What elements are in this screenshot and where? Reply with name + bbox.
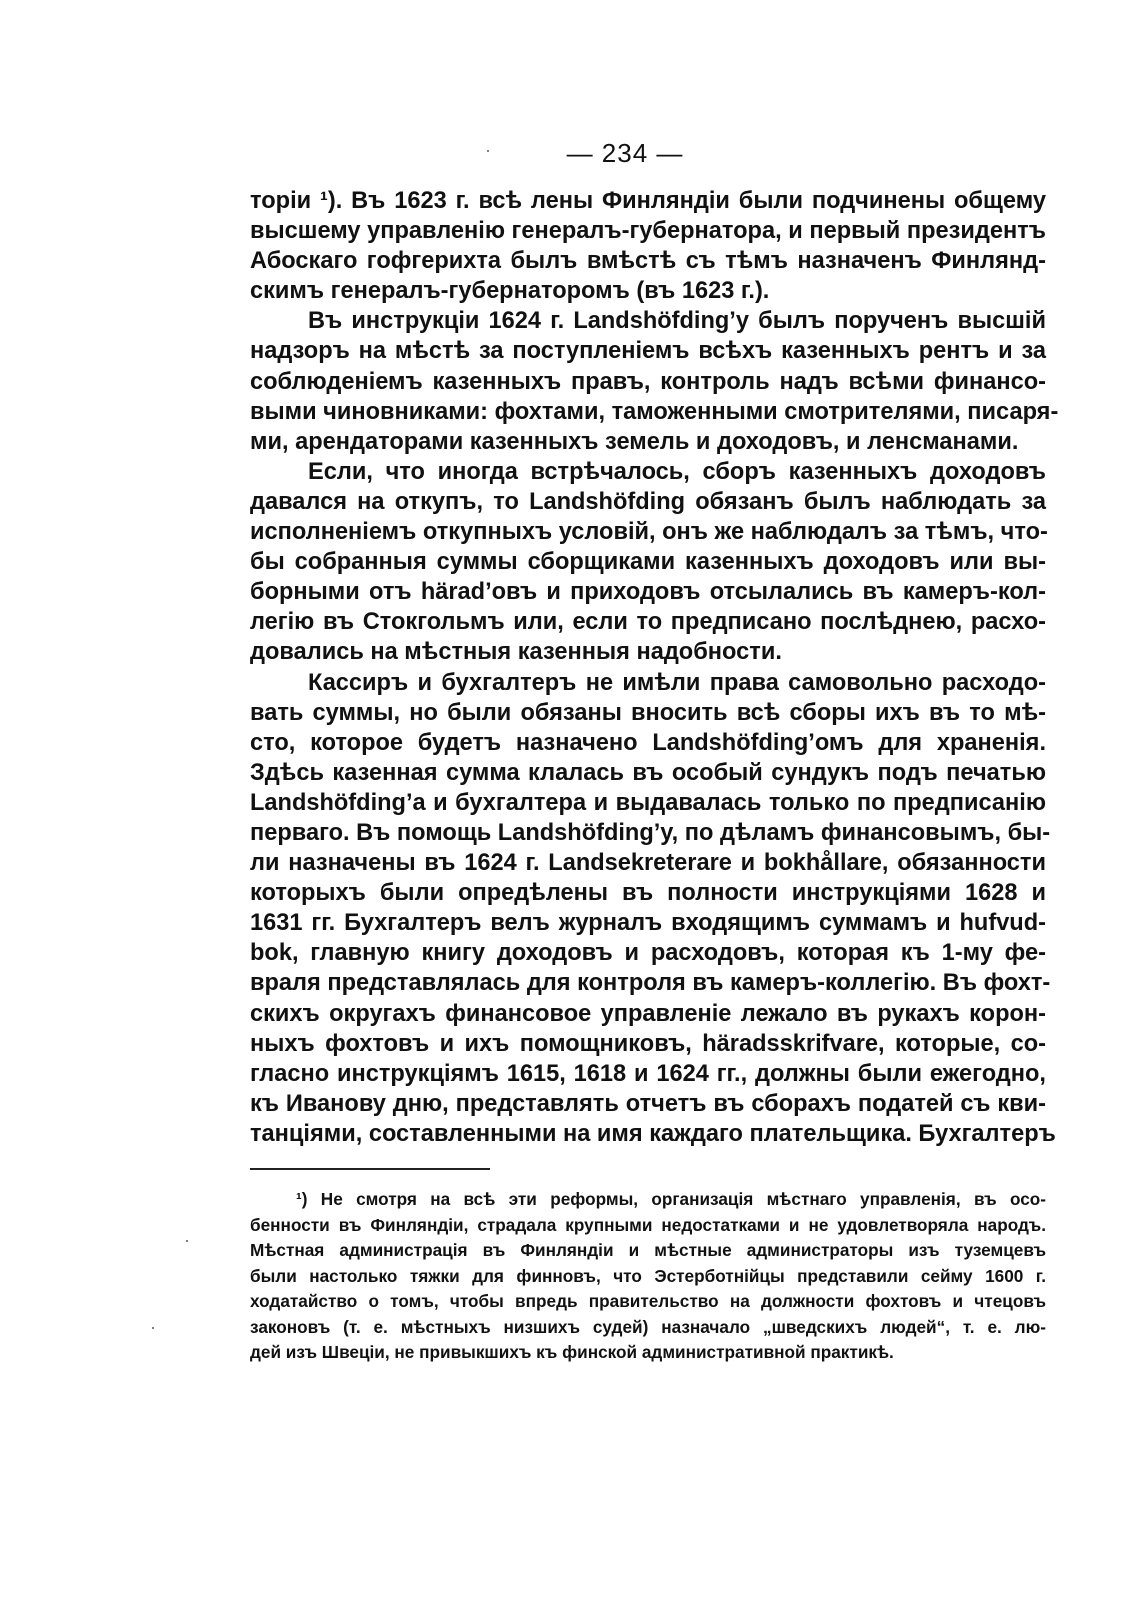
- text-line: 1631 гг. Бухгалтеръ велъ журналъ входящимъ суммамъ и hufvud-: [250, 910, 1046, 937]
- text-line: Абоскаго гофгерихта былъ вмѣстѣ съ тѣмъ назначенъ Финлянд-: [250, 248, 1046, 275]
- scan-speck: [186, 1240, 188, 1242]
- text-line: бы собранныя суммы сборщиками казенныхъ доходовъ или вы-: [250, 549, 1046, 576]
- text-line: торіи ¹). Въ 1623 г. всѣ лены Финляндіи были подчинены общему: [250, 188, 1046, 214]
- text-line: борными отъ härad’овъ и приходовъ отсылались въ камеръ-кол-: [250, 579, 1046, 606]
- text-line: исполненіемъ откупныхъ условій, онъ же наблюдалъ за тѣмъ, что-: [250, 519, 1048, 546]
- text-line: Въ инструкціи 1624 г. Landshöfding’у былъ порученъ высшій: [308, 308, 1046, 335]
- text-line: скимъ генералъ-губернаторомъ (въ 1623 г.).: [250, 278, 770, 305]
- footnote-line: Мѣстная администрація въ Финляндіи и мѣстные администраторы изъ туземцевъ: [250, 1240, 1046, 1260]
- text-line: перваго. Въ помощь Landshöfding’у, по дѣламъ финансовымъ, бы-: [250, 819, 1051, 846]
- scan-speck: [487, 150, 489, 152]
- footnote-line: были настолько тяжки для финновъ, что Эстерботнійцы представили сейму 1600 г.: [250, 1265, 1046, 1286]
- page-number: — 234 —: [566, 138, 684, 168]
- footnote-separator: [250, 1168, 490, 1170]
- text-line: скихъ округахъ финансовое управленіе лежало въ рукахъ корон-: [250, 1000, 1046, 1027]
- footnote-line: бенности въ Финляндіи, страдала крупными недостатками и не удовлетворяла народъ.: [250, 1214, 1046, 1235]
- text-line: bok, главную книгу доходовъ и расходовъ, которая къ 1-му фе-: [250, 940, 1046, 967]
- text-line: враля представлялась для контроля въ камеръ-коллегію. Въ фохт-: [250, 970, 1051, 997]
- text-line: къ Иванову дню, представлять отчетъ въ сборахъ податей съ кви-: [250, 1090, 1046, 1117]
- text-line: Landshöfding’а и бухгалтера и выдавалась только по предписанію: [250, 789, 1046, 816]
- text-line: ныхъ фохтовъ и ихъ помощниковъ, häradsskrifvare, которые, со-: [250, 1030, 1046, 1057]
- text-line: легію въ Стокгольмъ или, если то предписано послѣднею, расхо-: [250, 609, 1046, 636]
- text-line: танціями, составленными на имя каждаго плательщика. Бухгалтеръ: [250, 1120, 1056, 1147]
- footnote-line: ¹) Не смотря на всѣ эти реформы, организація мѣстнаго управленія, въ осо-: [296, 1189, 1046, 1209]
- text-line: выми чиновниками: фохтами, таможенными смотрителями, писаря-: [250, 398, 1059, 425]
- footnote-line: дей изъ Швеціи, не привыкшихъ къ финской административной практикѣ.: [250, 1342, 894, 1362]
- text-line: надзоръ на мѣстѣ за поступленіемъ всѣхъ казенныхъ рентъ и за: [250, 338, 1046, 365]
- text-line: Здѣсь казенная сумма клалась въ особый сундукъ подъ печатью: [250, 759, 1046, 786]
- footnote-line: законовъ (т. е. мѣстныхъ низшихъ судей) назначало „шведскихъ людей“, т. е. лю-: [250, 1316, 1046, 1337]
- text-line: вать суммы, но были обязаны вносить всѣ сборы ихъ въ то мѣ-: [250, 699, 1046, 726]
- text-line: Если, что иногда встрѣчалось, сборъ казенныхъ доходовъ: [308, 458, 1046, 485]
- footnote: [250, 1187, 1046, 1366]
- text-line: Кассиръ и бухгалтеръ не имѣли права самовольно расходо-: [308, 669, 1046, 696]
- text-line: высшему управленію генералъ-губернатора, и первый президентъ: [250, 218, 1046, 245]
- footnote-line: ходатайство о томъ, чтобы впредь правительство на должности фохтовъ и чтецовъ: [250, 1291, 1046, 1311]
- text-line: давался на откупъ, то Landshöfding обязанъ былъ наблюдать за: [250, 488, 1046, 515]
- text-line: ли назначены въ 1624 г. Landsekreterare и bokhållare, обязанности: [250, 850, 1046, 877]
- text-line: соблюденіемъ казенныхъ правъ, контроль надъ всѣми финансо-: [250, 368, 1046, 395]
- text-line: которыхъ были опредѣлены въ полности инструкціями 1628 и: [250, 880, 1046, 907]
- scan-speck: [152, 1327, 154, 1329]
- text-line: сто, которое будетъ назначено Landshöfding’омъ для храненія.: [250, 729, 1046, 756]
- text-line: довались на мѣстныя казенныя надобности.: [250, 639, 782, 666]
- text-line: ми, арендаторами казенныхъ земель и доходовъ, и ленсманами.: [250, 428, 1019, 455]
- main-text: [250, 186, 1059, 1149]
- text-line: гласно инструкціямъ 1615, 1618 и 1624 гг., должны были ежегодно,: [250, 1060, 1046, 1087]
